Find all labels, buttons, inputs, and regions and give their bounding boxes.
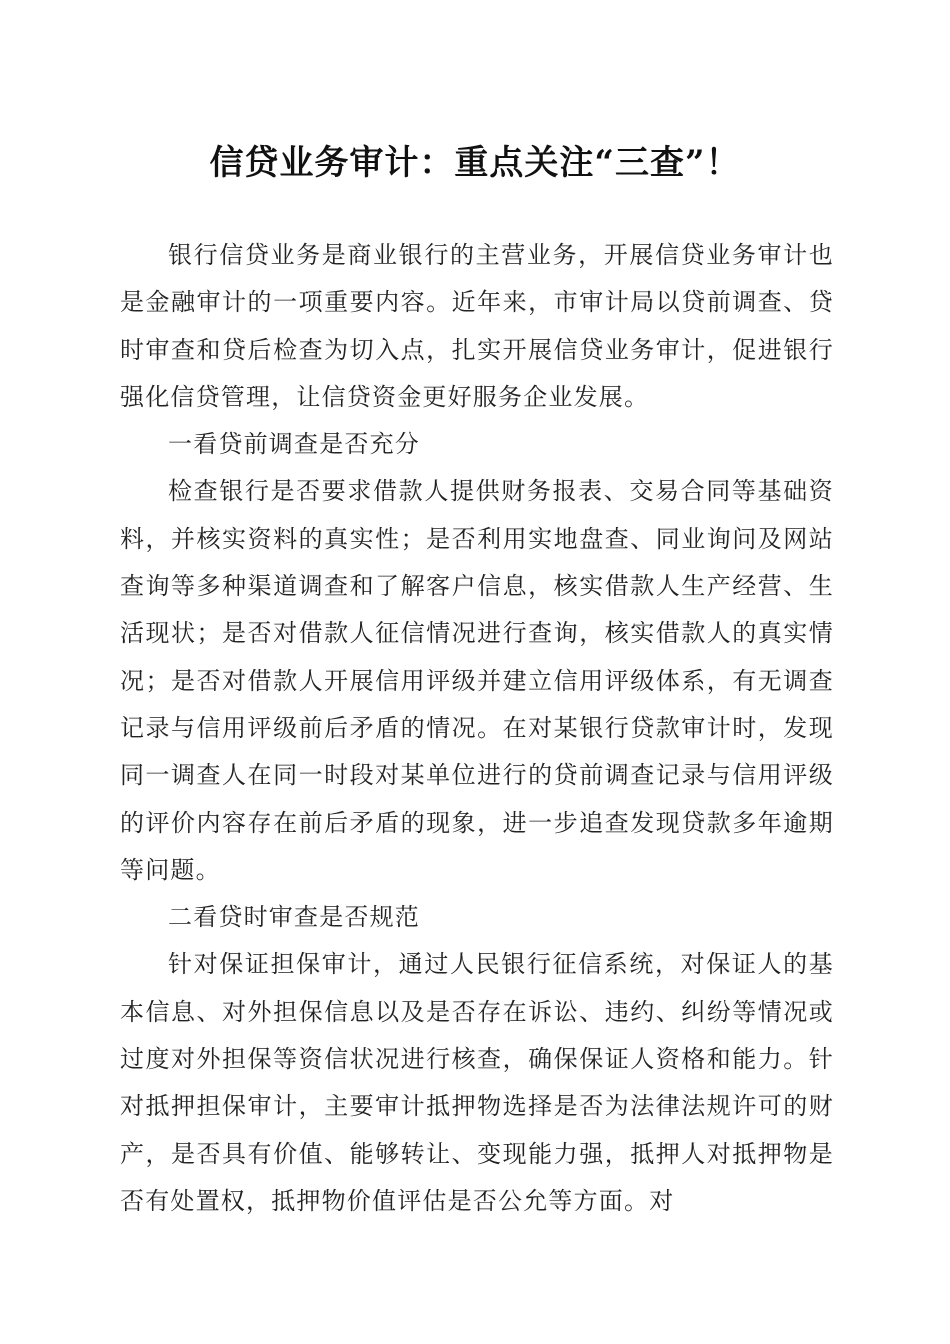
document-title: 信贷业务审计：重点关注“三查”！ (209, 143, 741, 183)
paragraph-intro: 银行信贷业务是商业银行的主营业务，开展信贷业务审计也是金融审计的一项重要内容。近年来，市审计局以贷前调查、贷时审查和贷后检查为切入点，扎实开展信贷业务审计，促进银行强化信贷管理，让信贷资金更好服务企业发展。 (120, 241, 834, 411)
section-heading-2: 二看贷时审查是否规范 (168, 903, 420, 932)
document-body (120, 232, 834, 1225)
paragraph-section-1: 检查银行是否要求借款人提供财务报表、交易合同等基础资料，并核实资料的真实性；是否利用实地盘查、同业询问及网站查询等多种渠道调查和了解客户信息，核实借款人生产经营、生活现状；是否对借款人征信情况进行查询，核实借款人的真实情况；是否对借款人开展信用评级并建立信用评级体系，有无调查记录与信用评级前后矛盾的情况。在对某银行贷款审计时，发现同一调查人在同一时段对某单位进行的贷前调查记录与信用评级的评价内容存在前后矛盾的现象，进一步追查发现贷款多年逾期等问题。 (120, 477, 834, 884)
paragraph-section-2: 针对保证担保审计，通过人民银行征信系统，对保证人的基本信息、对外担保信息以及是否存在诉讼、违约、纠纷等情况或过度对外担保等资信状况进行核查，确保保证人资格和能力。针对抵押担保审计，主要审计抵押物选择是否为法律法规许可的财产，是否具有价值、能够转让、变现能力强，抵押人对抵押物是否有处置权，抵押物价值评估是否公允等方面。对 (120, 950, 834, 1215)
section-heading-1: 一看贷前调查是否充分 (168, 430, 420, 459)
